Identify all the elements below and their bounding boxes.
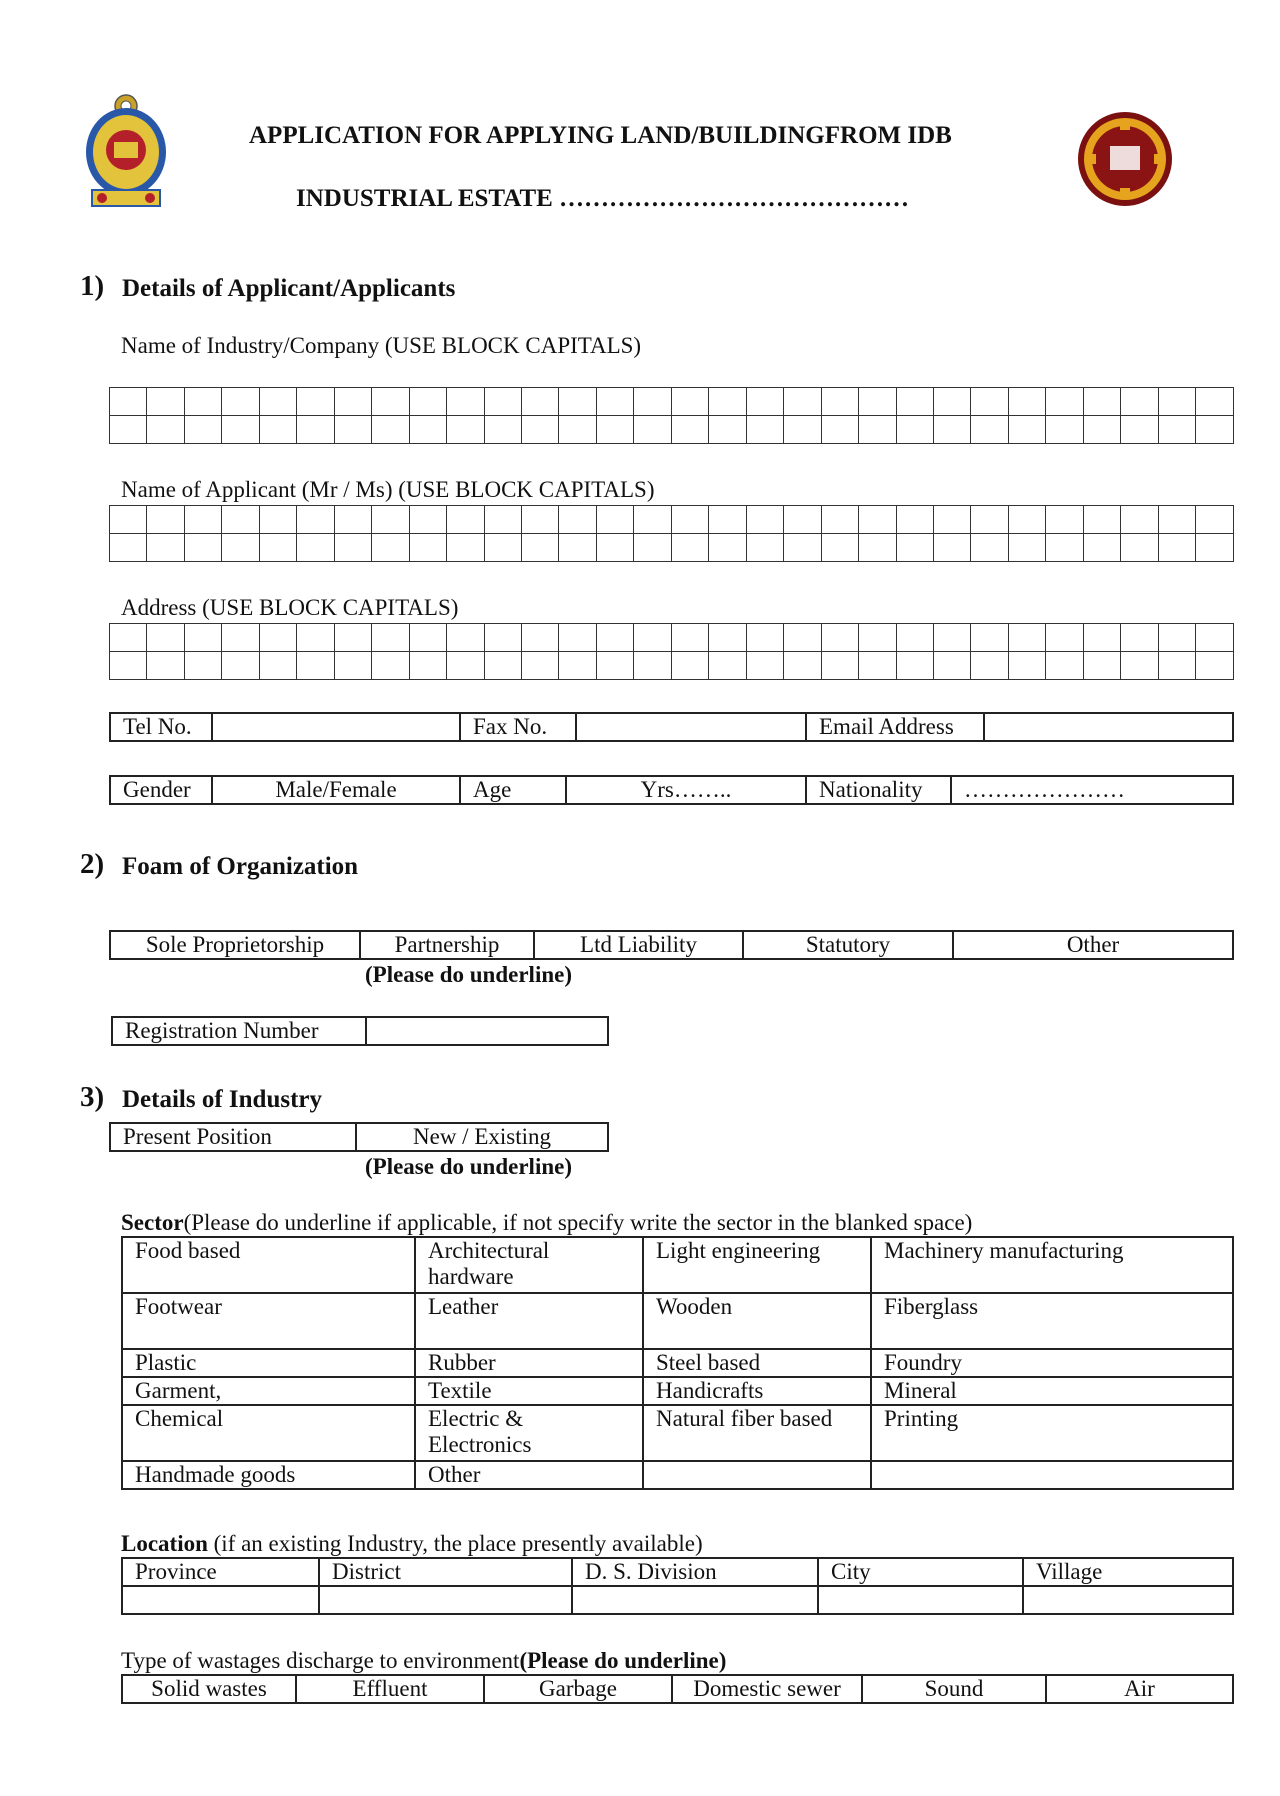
char-box[interactable] — [1008, 388, 1045, 416]
char-box[interactable] — [297, 624, 334, 652]
location-column-header: Province — [122, 1558, 319, 1586]
location-column-header: Village — [1023, 1558, 1233, 1586]
char-box[interactable] — [596, 624, 633, 652]
char-box[interactable] — [110, 506, 147, 534]
section2-title: Foam of Organization — [122, 853, 359, 880]
char-box[interactable] — [859, 624, 896, 652]
fax-label: Fax No. — [460, 713, 576, 741]
char-box[interactable] — [559, 388, 596, 416]
char-box[interactable] — [709, 388, 746, 416]
char-box[interactable] — [709, 534, 746, 562]
present-position-label: Present Position — [110, 1123, 356, 1151]
waste-option[interactable]: Garbage — [484, 1675, 672, 1703]
sector-cell[interactable]: Machinery manufacturing — [871, 1237, 1233, 1293]
char-box[interactable] — [447, 388, 484, 416]
char-box[interactable] — [746, 416, 783, 444]
char-box[interactable] — [334, 506, 371, 534]
location-column-header: City — [818, 1558, 1023, 1586]
char-box[interactable] — [147, 534, 184, 562]
char-box[interactable] — [1196, 388, 1234, 416]
char-box[interactable] — [372, 652, 409, 680]
char-box[interactable] — [709, 506, 746, 534]
char-box[interactable] — [671, 624, 708, 652]
waste-option[interactable]: Solid wastes — [122, 1675, 296, 1703]
sector-cell[interactable]: Plastic — [122, 1349, 415, 1377]
tel-field[interactable] — [212, 713, 460, 741]
org-option[interactable]: Statutory — [743, 931, 953, 959]
char-box[interactable] — [222, 624, 259, 652]
char-box[interactable] — [484, 388, 521, 416]
char-box[interactable] — [447, 506, 484, 534]
nationality-label: Nationality — [806, 776, 951, 804]
waste-option[interactable]: Air — [1046, 1675, 1233, 1703]
char-box[interactable] — [859, 388, 896, 416]
location-heading-bold: Location — [121, 1531, 208, 1556]
sector-cell[interactable]: Handmade goods — [122, 1461, 415, 1489]
char-box[interactable] — [1083, 416, 1120, 444]
char-box[interactable] — [859, 534, 896, 562]
char-box[interactable] — [971, 652, 1008, 680]
char-box[interactable] — [634, 388, 671, 416]
char-box[interactable] — [746, 388, 783, 416]
applicant-name-label: Name of Applicant (Mr / Ms) (USE BLOCK CAPITALS) — [121, 477, 655, 502]
char-box[interactable] — [1121, 388, 1158, 416]
address-label: Address (USE BLOCK CAPITALS) — [121, 595, 459, 620]
char-box[interactable] — [372, 534, 409, 562]
char-box[interactable] — [1046, 652, 1083, 680]
email-field[interactable] — [984, 713, 1233, 741]
char-box[interactable] — [484, 534, 521, 562]
char-box[interactable] — [1158, 388, 1195, 416]
char-box[interactable] — [784, 388, 821, 416]
age-label: Age — [460, 776, 566, 804]
position-underline-note: (Please do underline) — [365, 1154, 572, 1179]
char-box[interactable] — [409, 416, 446, 444]
sector-cell[interactable] — [871, 1461, 1233, 1489]
char-box[interactable] — [334, 624, 371, 652]
char-box[interactable] — [821, 534, 858, 562]
char-box[interactable] — [521, 534, 558, 562]
char-box[interactable] — [259, 652, 296, 680]
char-box[interactable] — [484, 506, 521, 534]
char-box[interactable] — [484, 624, 521, 652]
char-box[interactable] — [746, 534, 783, 562]
char-box[interactable] — [559, 624, 596, 652]
char-box[interactable] — [259, 416, 296, 444]
section2-number: 2) — [80, 848, 105, 880]
sector-cell[interactable]: Printing — [871, 1405, 1233, 1461]
char-box[interactable] — [746, 506, 783, 534]
char-box[interactable] — [372, 388, 409, 416]
char-box[interactable] — [222, 652, 259, 680]
sector-cell[interactable]: Steel based — [643, 1349, 871, 1377]
location-heading-rest: (if an existing Industry, the place presently available) — [207, 1531, 703, 1556]
char-box[interactable] — [184, 534, 221, 562]
sector-cell[interactable]: Chemical — [122, 1405, 415, 1461]
char-box[interactable] — [933, 652, 970, 680]
gender-label: Gender — [110, 776, 212, 804]
char-box[interactable] — [671, 652, 708, 680]
char-box[interactable] — [222, 506, 259, 534]
char-box[interactable] — [746, 624, 783, 652]
registration-label: Registration Number — [112, 1017, 366, 1045]
char-box[interactable] — [409, 506, 446, 534]
char-box[interactable] — [634, 416, 671, 444]
present-position-field[interactable]: New / Existing — [356, 1123, 608, 1151]
char-box[interactable] — [596, 534, 633, 562]
char-box[interactable] — [184, 624, 221, 652]
sector-cell[interactable]: Other — [415, 1461, 643, 1489]
char-box[interactable] — [147, 388, 184, 416]
char-box[interactable] — [409, 388, 446, 416]
char-box[interactable] — [709, 624, 746, 652]
char-box[interactable] — [821, 624, 858, 652]
char-box[interactable] — [1083, 388, 1120, 416]
org-option[interactable]: Other — [953, 931, 1233, 959]
char-box[interactable] — [709, 652, 746, 680]
org-option[interactable]: Ltd Liability — [534, 931, 743, 959]
char-box[interactable] — [1196, 624, 1234, 652]
sector-heading-bold: Sector — [121, 1210, 184, 1235]
char-box[interactable] — [110, 652, 147, 680]
char-box[interactable] — [1083, 534, 1120, 562]
sector-cell[interactable]: Textile — [415, 1377, 643, 1405]
char-box[interactable] — [784, 534, 821, 562]
gender-field[interactable]: Male/Female — [212, 776, 460, 804]
company-name-grid[interactable] — [109, 387, 1234, 444]
present-position-table — [109, 1122, 609, 1152]
address-grid[interactable] — [109, 623, 1234, 680]
char-box[interactable] — [447, 652, 484, 680]
applicant-name-grid[interactable] — [109, 505, 1234, 562]
char-box[interactable] — [259, 624, 296, 652]
char-box[interactable] — [1121, 416, 1158, 444]
sector-cell[interactable]: Wooden — [643, 1293, 871, 1349]
char-box[interactable] — [784, 624, 821, 652]
char-box[interactable] — [409, 534, 446, 562]
contact-table — [109, 712, 1234, 742]
sector-table — [121, 1236, 1234, 1490]
char-box[interactable] — [821, 652, 858, 680]
char-box[interactable] — [933, 388, 970, 416]
char-box[interactable] — [1196, 506, 1234, 534]
char-box[interactable] — [1083, 624, 1120, 652]
char-box[interactable] — [634, 652, 671, 680]
sector-cell[interactable]: Foundry — [871, 1349, 1233, 1377]
char-box[interactable] — [1121, 652, 1158, 680]
sector-cell[interactable]: Footwear — [122, 1293, 415, 1349]
char-box[interactable] — [372, 506, 409, 534]
char-box[interactable] — [222, 388, 259, 416]
char-box[interactable] — [184, 506, 221, 534]
char-box[interactable] — [933, 534, 970, 562]
waste-option[interactable]: Effluent — [296, 1675, 484, 1703]
char-box[interactable] — [110, 388, 147, 416]
char-box[interactable] — [334, 416, 371, 444]
personal-table — [109, 775, 1234, 805]
location-heading — [121, 1531, 703, 1557]
section1-number: 1) — [80, 270, 105, 302]
sector-cell[interactable]: Rubber — [415, 1349, 643, 1377]
char-box[interactable] — [1008, 506, 1045, 534]
char-box[interactable] — [971, 416, 1008, 444]
char-box[interactable] — [1196, 416, 1234, 444]
char-box[interactable] — [821, 416, 858, 444]
char-box[interactable] — [634, 534, 671, 562]
char-box[interactable] — [1083, 652, 1120, 680]
ds-division-field[interactable] — [572, 1586, 818, 1614]
char-box[interactable] — [1046, 388, 1083, 416]
district-field[interactable] — [319, 1586, 572, 1614]
waste-heading-bold: (Please do underline) — [519, 1648, 727, 1673]
age-field[interactable]: Yrs…….. — [566, 776, 806, 804]
registration-field[interactable] — [366, 1017, 608, 1045]
char-box[interactable] — [896, 534, 933, 562]
char-box[interactable] — [484, 416, 521, 444]
char-box[interactable] — [297, 416, 334, 444]
char-box[interactable] — [971, 624, 1008, 652]
city-field[interactable] — [818, 1586, 1023, 1614]
waste-table — [121, 1674, 1234, 1704]
char-box[interactable] — [409, 624, 446, 652]
sector-cell[interactable]: Fiberglass — [871, 1293, 1233, 1349]
char-box[interactable] — [259, 388, 296, 416]
idb-logo-icon — [1076, 110, 1174, 208]
char-box[interactable] — [859, 506, 896, 534]
province-field[interactable] — [122, 1586, 319, 1614]
char-box[interactable] — [671, 506, 708, 534]
email-label: Email Address — [806, 713, 984, 741]
char-box[interactable] — [147, 624, 184, 652]
sector-cell[interactable]: Garment, — [122, 1377, 415, 1405]
char-box[interactable] — [1008, 416, 1045, 444]
char-box[interactable] — [821, 506, 858, 534]
title-line2: INDUSTRIAL ESTATE …………………………………… — [296, 185, 910, 212]
org-option[interactable]: Partnership — [360, 931, 534, 959]
char-box[interactable] — [1008, 652, 1045, 680]
sector-heading — [121, 1210, 972, 1236]
waste-option[interactable]: Domestic sewer — [672, 1675, 862, 1703]
char-box[interactable] — [184, 388, 221, 416]
sector-cell[interactable]: Light engineering — [643, 1237, 871, 1293]
char-box[interactable] — [1158, 652, 1195, 680]
title-line1: APPLICATION FOR APPLYING LAND/BUILDINGFROM IDB — [249, 122, 952, 149]
char-box[interactable] — [334, 652, 371, 680]
section3-title: Details of Industry — [122, 1086, 323, 1113]
char-box[interactable] — [297, 388, 334, 416]
char-box[interactable] — [933, 624, 970, 652]
sector-cell[interactable] — [643, 1461, 871, 1489]
char-box[interactable] — [784, 652, 821, 680]
char-box[interactable] — [447, 624, 484, 652]
char-box[interactable] — [222, 534, 259, 562]
waste-heading-rest: Type of wastages discharge to environment — [121, 1648, 520, 1673]
char-box[interactable] — [521, 624, 558, 652]
char-box[interactable] — [1196, 652, 1234, 680]
char-box[interactable] — [896, 416, 933, 444]
fax-field[interactable] — [576, 713, 806, 741]
char-box[interactable] — [1046, 624, 1083, 652]
char-box[interactable] — [859, 416, 896, 444]
char-box[interactable] — [784, 506, 821, 534]
char-box[interactable] — [1008, 624, 1045, 652]
char-box[interactable] — [896, 506, 933, 534]
char-box[interactable] — [110, 624, 147, 652]
char-box[interactable] — [671, 534, 708, 562]
char-box[interactable] — [634, 624, 671, 652]
village-field[interactable] — [1023, 1586, 1233, 1614]
char-box[interactable] — [1196, 534, 1234, 562]
char-box[interactable] — [559, 506, 596, 534]
sector-cell[interactable]: Architectural hardware — [415, 1237, 643, 1293]
nationality-field[interactable]: ………………… — [951, 776, 1233, 804]
sector-cell[interactable]: Natural fiber based — [643, 1405, 871, 1461]
char-box[interactable] — [297, 652, 334, 680]
organization-table — [109, 930, 1234, 960]
char-box[interactable] — [222, 416, 259, 444]
char-box[interactable] — [334, 388, 371, 416]
org-option[interactable]: Sole Proprietorship — [110, 931, 360, 959]
waste-heading — [121, 1648, 726, 1674]
char-box[interactable] — [521, 388, 558, 416]
sector-heading-rest: (Please do underline if applicable, if not specify write the sector in the blanked space) — [183, 1210, 973, 1235]
company-name-label: Name of Industry/Company (USE BLOCK CAPITALS) — [121, 333, 642, 358]
char-box[interactable] — [1046, 506, 1083, 534]
char-box[interactable] — [971, 388, 1008, 416]
char-box[interactable] — [1046, 534, 1083, 562]
char-box[interactable] — [372, 416, 409, 444]
char-box[interactable] — [184, 416, 221, 444]
sector-cell[interactable]: Food based — [122, 1237, 415, 1293]
char-box[interactable] — [1046, 416, 1083, 444]
char-box[interactable] — [110, 534, 147, 562]
char-box[interactable] — [259, 534, 296, 562]
char-box[interactable] — [596, 388, 633, 416]
char-box[interactable] — [746, 652, 783, 680]
char-box[interactable] — [147, 416, 184, 444]
sector-cell[interactable]: Electric & Electronics — [415, 1405, 643, 1461]
char-box[interactable] — [334, 534, 371, 562]
char-box[interactable] — [1158, 534, 1195, 562]
location-table — [121, 1557, 1234, 1615]
char-box[interactable] — [896, 388, 933, 416]
char-box[interactable] — [484, 652, 521, 680]
char-box[interactable] — [1083, 506, 1120, 534]
char-box[interactable] — [409, 652, 446, 680]
char-box[interactable] — [447, 534, 484, 562]
org-underline-note: (Please do underline) — [365, 962, 572, 987]
char-box[interactable] — [821, 388, 858, 416]
section3-number: 3) — [80, 1081, 105, 1113]
char-box[interactable] — [933, 416, 970, 444]
char-box[interactable] — [147, 652, 184, 680]
char-box[interactable] — [896, 624, 933, 652]
location-column-header: District — [319, 1558, 572, 1586]
char-box[interactable] — [521, 506, 558, 534]
char-box[interactable] — [1158, 506, 1195, 534]
char-box[interactable] — [147, 506, 184, 534]
char-box[interactable] — [971, 506, 1008, 534]
char-box[interactable] — [259, 506, 296, 534]
sector-cell[interactable]: Mineral — [871, 1377, 1233, 1405]
state-emblem-icon — [80, 90, 172, 212]
section1-title: Details of Applicant/Applicants — [122, 275, 456, 302]
char-box[interactable] — [1158, 416, 1195, 444]
sector-cell[interactable]: Leather — [415, 1293, 643, 1349]
char-box[interactable] — [559, 652, 596, 680]
location-column-header: D. S. Division — [572, 1558, 818, 1586]
char-box[interactable] — [1121, 624, 1158, 652]
tel-label: Tel No. — [110, 713, 212, 741]
char-box[interactable] — [971, 534, 1008, 562]
waste-option[interactable]: Sound — [862, 1675, 1046, 1703]
char-box[interactable] — [634, 506, 671, 534]
char-box[interactable] — [784, 416, 821, 444]
char-box[interactable] — [596, 652, 633, 680]
char-box[interactable] — [559, 416, 596, 444]
char-box[interactable] — [184, 652, 221, 680]
char-box[interactable] — [671, 416, 708, 444]
char-box[interactable] — [671, 388, 708, 416]
char-box[interactable] — [933, 506, 970, 534]
char-box[interactable] — [1121, 506, 1158, 534]
char-box[interactable] — [521, 416, 558, 444]
char-box[interactable] — [896, 652, 933, 680]
char-box[interactable] — [110, 416, 147, 444]
char-box[interactable] — [859, 652, 896, 680]
char-box[interactable] — [559, 534, 596, 562]
char-box[interactable] — [1008, 534, 1045, 562]
registration-table — [111, 1016, 609, 1046]
char-box[interactable] — [596, 416, 633, 444]
sector-cell[interactable]: Handicrafts — [643, 1377, 871, 1405]
char-box[interactable] — [521, 652, 558, 680]
char-box[interactable] — [447, 416, 484, 444]
char-box[interactable] — [1121, 534, 1158, 562]
char-box[interactable] — [709, 416, 746, 444]
char-box[interactable] — [596, 506, 633, 534]
char-box[interactable] — [372, 624, 409, 652]
char-box[interactable] — [297, 506, 334, 534]
char-box[interactable] — [1158, 624, 1195, 652]
char-box[interactable] — [297, 534, 334, 562]
